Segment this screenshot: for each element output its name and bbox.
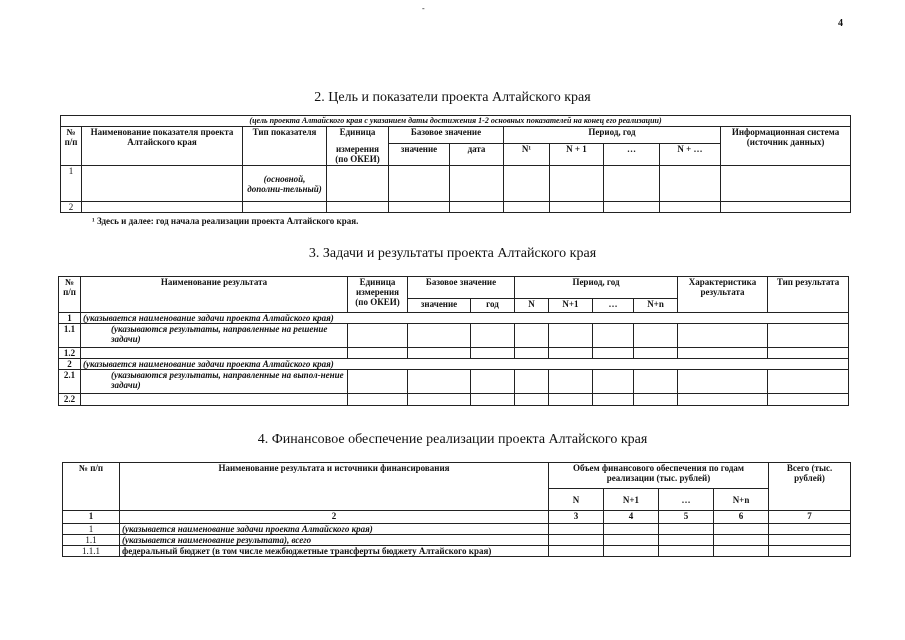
- result-row: [59, 324, 849, 348]
- col-dots: …: [659, 489, 714, 511]
- col-base: Базовое значение: [389, 127, 504, 144]
- col-period: Период, год: [504, 127, 721, 144]
- index-cell: 2: [120, 511, 549, 524]
- section2-title: 2. Цель и показатели проекта Алтайского края: [314, 90, 591, 105]
- footnote: ¹ Здесь и далее: год начала реализации проекта Алтайского края.: [92, 216, 359, 226]
- col-base-value: значение: [389, 144, 450, 166]
- index-cell: 1: [63, 511, 120, 524]
- col-dots: …: [593, 299, 634, 313]
- table-row: [63, 524, 851, 535]
- row-num: 2: [59, 359, 81, 370]
- section3-title: 3. Задачи и результаты проекта Алтайского края: [308, 246, 597, 261]
- col-base-value: значение: [408, 299, 471, 313]
- col-n: N¹: [504, 144, 550, 166]
- row-num: 1: [59, 313, 81, 324]
- col-nplus: N + …: [660, 144, 721, 166]
- index-cell: 6: [714, 511, 769, 524]
- goal-row: (цель проекта Алтайского края с указанием даты достижения 1-2 основных показателей на конец его реализации): [61, 116, 851, 127]
- row-text: федеральный бюджет (в том числе межбюджетные трансферты бюджету Алтайского края): [120, 546, 549, 557]
- col-volume: Объем финансового обеспечения по годам реализации (тыс. рублей): [549, 463, 769, 489]
- table-row: [63, 535, 851, 546]
- col-nn: N+n: [714, 489, 769, 511]
- task-text: (указывается наименование задачи проекта Алтайского края): [81, 359, 849, 370]
- table-row: [63, 546, 851, 557]
- col-result-type: Тип результата: [768, 277, 849, 313]
- row-num: 2.2: [59, 394, 81, 406]
- task-row: [59, 313, 849, 324]
- col-n: N: [515, 299, 549, 313]
- index-cell: 7: [769, 511, 851, 524]
- task-row: [59, 359, 849, 370]
- col-total: Всего (тыс. рублей): [769, 463, 851, 511]
- col-num: № п/п: [59, 277, 81, 313]
- col-result-name: Наименование результата: [81, 277, 348, 313]
- index-cell: 5: [659, 511, 714, 524]
- index-cell: 3: [549, 511, 604, 524]
- result-row: [59, 394, 849, 406]
- result-text: (указываются результаты, направленные на решение задачи): [81, 324, 348, 348]
- indicators-table: [60, 115, 851, 213]
- col-characteristic: Характеристика результата: [678, 277, 768, 313]
- result-row: [59, 348, 849, 359]
- table-row: [61, 166, 851, 202]
- row-num: 1: [61, 166, 82, 202]
- col-unit-top: Единица: [327, 127, 389, 144]
- col-n1: N + 1: [550, 144, 604, 166]
- section4-title: 4. Финансовое обеспечение реализации проекта Алтайского края: [257, 432, 648, 447]
- col-unit: Единица измерения (по ОКЕИ): [348, 277, 408, 313]
- col-num: № п/п: [61, 127, 82, 166]
- col-nn: N+n: [634, 299, 678, 313]
- table-row: [61, 202, 851, 213]
- row-num: 2: [61, 202, 82, 213]
- col-n1: N+1: [604, 489, 659, 511]
- col-indicator-type: Тип показателя: [243, 127, 327, 166]
- index-cell: 4: [604, 511, 659, 524]
- indicator-type-hint: (основной, дополни-тельный): [243, 166, 327, 202]
- col-indicator-name: Наименование показателя проекта Алтайского края: [82, 127, 243, 166]
- col-dots: …: [604, 144, 660, 166]
- row-text: (указывается наименование результата), всего: [120, 535, 549, 546]
- col-period: Период, год: [515, 277, 678, 299]
- col-source-name: Наименование результата и источники финансирования: [120, 463, 549, 511]
- page-number: 4: [838, 18, 843, 29]
- col-n: N: [549, 489, 604, 511]
- col-n1: N+1: [549, 299, 593, 313]
- row-num: 1: [63, 524, 120, 535]
- col-base-year: год: [471, 299, 515, 313]
- row-num: 1.1.1: [63, 546, 120, 557]
- col-base: Базовое значение: [408, 277, 515, 299]
- task-text: (указывается наименование задачи проекта Алтайского края): [81, 313, 849, 324]
- row-num: 1.1: [63, 535, 120, 546]
- row-num: 1.1: [59, 324, 81, 348]
- page-mark: -: [422, 4, 425, 13]
- financing-table: [62, 462, 851, 557]
- row-num: 1.2: [59, 348, 81, 359]
- result-text: (указываются результаты, направленные на выпол-нение задачи): [81, 370, 348, 394]
- col-info-system: Информационная система (источник данных): [721, 127, 851, 166]
- index-row: [63, 511, 851, 524]
- col-base-date: дата: [450, 144, 504, 166]
- row-text: (указывается наименование задачи проекта Алтайского края): [120, 524, 549, 535]
- result-row: [59, 370, 849, 394]
- col-unit-bottom: измерения (по ОКЕИ): [327, 144, 389, 166]
- col-num: № п/п: [63, 463, 120, 511]
- row-num: 2.1: [59, 370, 81, 394]
- results-table: [58, 276, 849, 406]
